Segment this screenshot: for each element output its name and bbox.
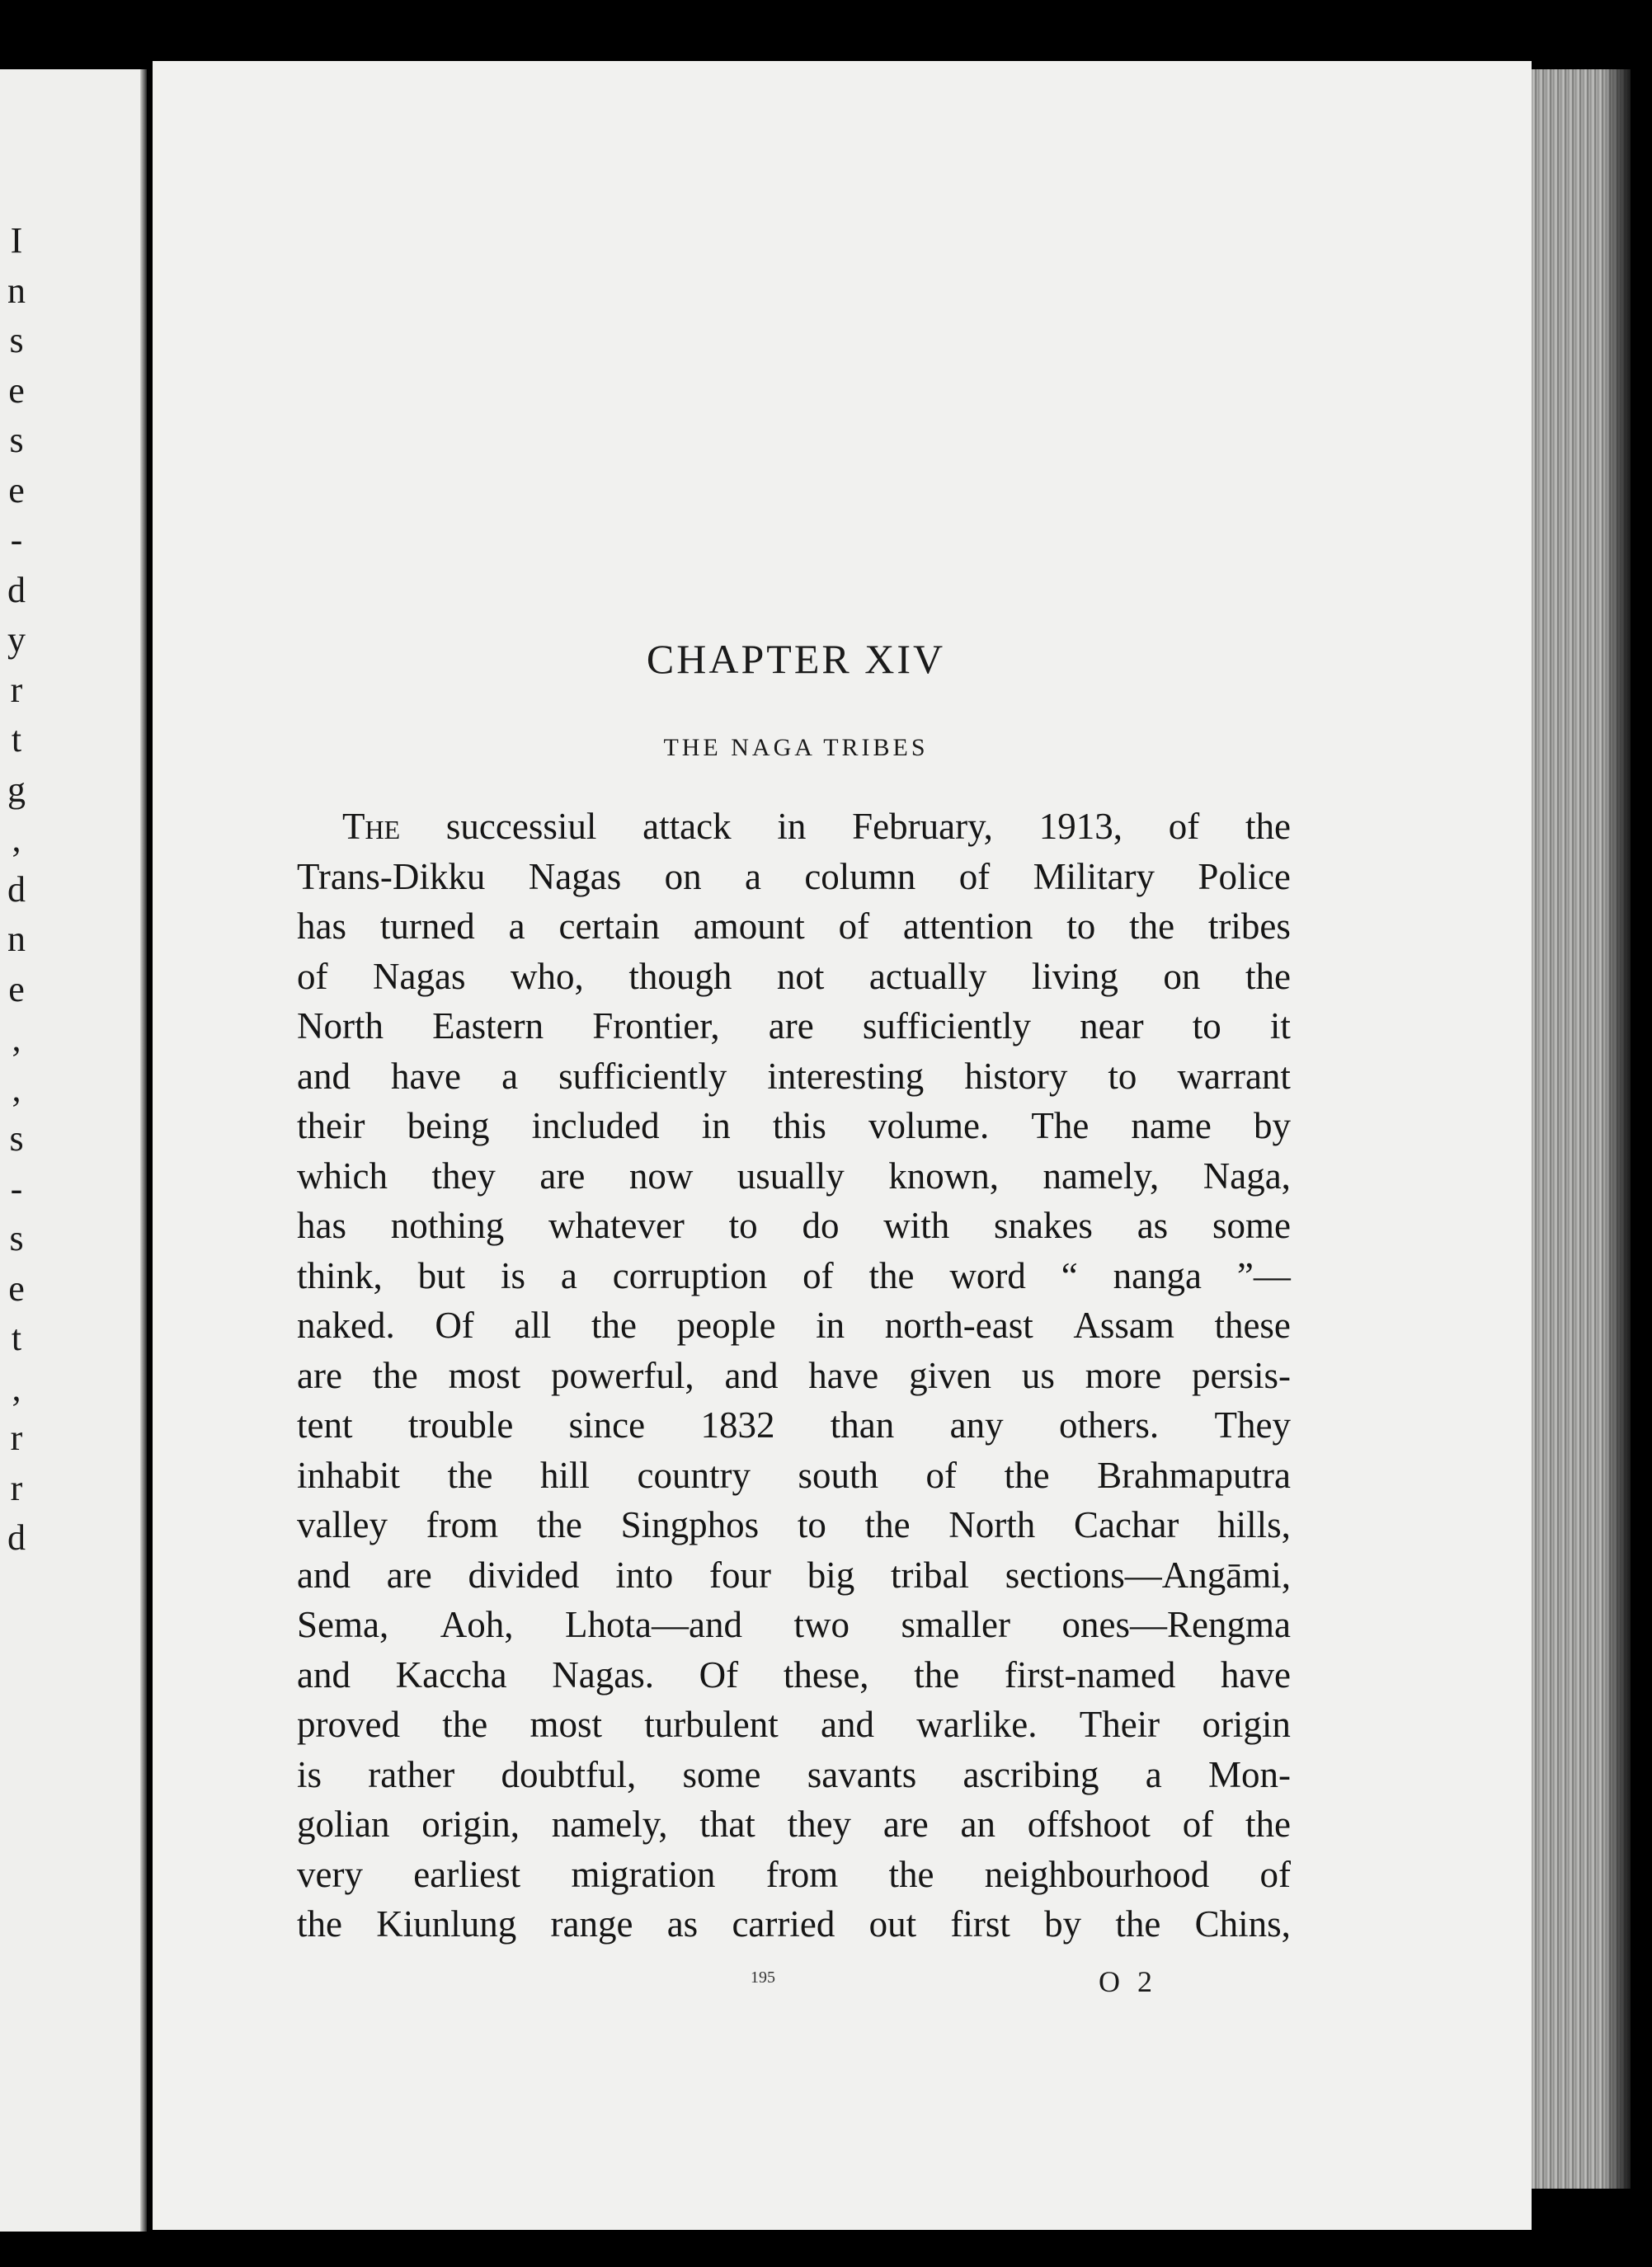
word: have bbox=[391, 1055, 461, 1097]
word: origin, bbox=[421, 1804, 520, 1845]
word: Kiunlung bbox=[376, 1903, 517, 1945]
word: the bbox=[1245, 955, 1291, 997]
word: trouble bbox=[407, 1404, 514, 1446]
word: being bbox=[407, 1105, 490, 1146]
word: to bbox=[1066, 905, 1096, 947]
word: of bbox=[838, 905, 870, 947]
left-page-char: d bbox=[7, 569, 26, 610]
word: not bbox=[776, 955, 825, 997]
word: two bbox=[793, 1604, 850, 1645]
word: sections—Angāmi, bbox=[1005, 1554, 1291, 1596]
left-page-char: - bbox=[10, 520, 23, 560]
text-line bbox=[297, 1550, 1291, 1601]
word: the bbox=[1245, 1804, 1291, 1845]
word: a bbox=[508, 905, 525, 947]
word: and bbox=[297, 1055, 351, 1097]
word: neighbourhood bbox=[984, 1853, 1210, 1895]
word: Cachar bbox=[1074, 1504, 1179, 1545]
left-page-char: t bbox=[11, 1318, 22, 1358]
word: earliest bbox=[413, 1853, 521, 1895]
word: attack bbox=[642, 806, 732, 847]
word: has bbox=[297, 1205, 346, 1246]
left-page-char: d bbox=[7, 1517, 26, 1558]
text-line bbox=[297, 1351, 1291, 1401]
word: offshoot bbox=[1027, 1804, 1151, 1845]
word: amount bbox=[693, 905, 805, 947]
word: others. bbox=[1058, 1404, 1160, 1446]
body-paragraph bbox=[297, 802, 1291, 1950]
word: south bbox=[798, 1454, 879, 1496]
word: namely, bbox=[551, 1804, 668, 1845]
text-line bbox=[297, 1251, 1291, 1301]
word: tent bbox=[297, 1404, 353, 1446]
text-line bbox=[297, 1500, 1291, 1550]
word: very bbox=[297, 1853, 363, 1895]
word: the bbox=[868, 1254, 915, 1296]
word: as bbox=[666, 1903, 699, 1945]
word: and bbox=[297, 1554, 351, 1596]
word: range bbox=[550, 1903, 633, 1945]
word: Aoh, bbox=[440, 1604, 514, 1645]
word: and bbox=[297, 1653, 351, 1696]
word: the bbox=[447, 1454, 493, 1496]
word: successiul bbox=[445, 806, 597, 847]
word: the bbox=[1115, 1903, 1161, 1945]
left-page-char: r bbox=[10, 1467, 23, 1508]
word: have bbox=[1221, 1653, 1291, 1696]
word: this bbox=[772, 1105, 826, 1146]
word: rather bbox=[368, 1753, 455, 1795]
text-line bbox=[297, 1300, 1291, 1351]
word: the bbox=[372, 1354, 418, 1396]
word: Nagas bbox=[373, 955, 466, 997]
text-line bbox=[297, 852, 1291, 902]
word: 1913, bbox=[1038, 806, 1123, 847]
word: the bbox=[1129, 905, 1175, 947]
word: are bbox=[882, 1804, 929, 1845]
word: divided bbox=[468, 1554, 580, 1596]
word: the bbox=[888, 1853, 934, 1895]
word: Mon- bbox=[1207, 1753, 1291, 1795]
word: near bbox=[1080, 1005, 1144, 1046]
word: are bbox=[768, 1005, 814, 1046]
left-page-char: s bbox=[9, 1118, 24, 1159]
left-page-char: I bbox=[10, 220, 23, 261]
word: actually bbox=[868, 955, 987, 997]
word: Singphos bbox=[620, 1504, 760, 1545]
word: the bbox=[297, 1903, 342, 1945]
word: ”— bbox=[1236, 1254, 1291, 1296]
word: most bbox=[448, 1354, 521, 1396]
left-page-char: - bbox=[10, 1168, 23, 1209]
word: they bbox=[431, 1155, 496, 1197]
word: Lhota—and bbox=[565, 1604, 742, 1645]
word: to bbox=[1108, 1055, 1137, 1097]
word: “ bbox=[1061, 1254, 1078, 1296]
word: they bbox=[787, 1804, 852, 1845]
left-page-char: , bbox=[12, 1367, 21, 1409]
word: a bbox=[1145, 1753, 1162, 1795]
word: think, bbox=[297, 1254, 383, 1296]
word: namely, bbox=[1043, 1155, 1160, 1197]
word: these bbox=[1214, 1305, 1291, 1346]
word: of bbox=[958, 855, 991, 897]
word: interesting bbox=[767, 1055, 925, 1097]
text-line bbox=[297, 1101, 1291, 1151]
word: North bbox=[948, 1504, 1036, 1545]
text-line bbox=[297, 952, 1291, 1002]
text-line bbox=[297, 1799, 1291, 1850]
word: has bbox=[297, 905, 346, 947]
text-line bbox=[297, 1650, 1291, 1700]
word: volume. bbox=[868, 1105, 990, 1146]
word: included bbox=[531, 1105, 660, 1146]
word: who, bbox=[511, 955, 584, 997]
word: ascribing bbox=[962, 1753, 1099, 1795]
text-line bbox=[297, 1600, 1291, 1650]
word: word bbox=[949, 1254, 1026, 1296]
word: the bbox=[864, 1504, 911, 1545]
word: now bbox=[628, 1155, 694, 1197]
word: The bbox=[342, 806, 401, 847]
word: into bbox=[615, 1554, 674, 1596]
word: on bbox=[664, 855, 702, 897]
gutter-shadow bbox=[140, 69, 147, 2232]
word: usually bbox=[737, 1155, 845, 1197]
word: in bbox=[816, 1305, 845, 1346]
word: is bbox=[501, 1254, 526, 1296]
word: a bbox=[744, 855, 761, 897]
word: sufficiently bbox=[862, 1005, 1032, 1046]
word: Trans-Dikku bbox=[297, 855, 486, 897]
word: Police bbox=[1198, 855, 1291, 897]
word: a bbox=[501, 1055, 519, 1097]
word: the bbox=[536, 1504, 582, 1545]
left-page-char: , bbox=[12, 819, 21, 859]
word: ones—Rengma bbox=[1061, 1604, 1291, 1645]
left-page-char: , bbox=[12, 1018, 21, 1059]
word: is bbox=[297, 1753, 322, 1795]
text-line bbox=[297, 1001, 1291, 1051]
word: from bbox=[426, 1504, 499, 1545]
word: Kaccha bbox=[395, 1653, 507, 1696]
word: four bbox=[708, 1554, 771, 1596]
text-line bbox=[297, 1201, 1291, 1251]
word: are bbox=[539, 1155, 586, 1197]
word: The bbox=[1031, 1105, 1090, 1146]
word: us bbox=[1021, 1354, 1055, 1396]
word: of bbox=[1259, 1853, 1291, 1895]
left-page-char: e bbox=[8, 968, 25, 1009]
word: on bbox=[1163, 955, 1201, 997]
word: smaller bbox=[901, 1604, 1010, 1645]
word: golian bbox=[297, 1804, 390, 1845]
left-page-char: e bbox=[8, 1268, 25, 1309]
word: in bbox=[701, 1105, 731, 1146]
text-line bbox=[297, 1750, 1291, 1800]
word: by bbox=[1044, 1903, 1082, 1945]
word: to bbox=[797, 1504, 826, 1545]
word: whatever bbox=[548, 1205, 685, 1246]
word: Of bbox=[435, 1305, 474, 1346]
word: these, bbox=[783, 1653, 869, 1696]
word: valley bbox=[297, 1504, 388, 1545]
left-page-char: s bbox=[9, 1218, 24, 1258]
chapter-title: CHAPTER XIV bbox=[646, 636, 946, 682]
word: Sema, bbox=[297, 1604, 389, 1645]
word: column bbox=[804, 855, 916, 897]
text-line bbox=[297, 1899, 1291, 1950]
word: February, bbox=[852, 806, 993, 847]
word: first bbox=[950, 1903, 1010, 1945]
word: 1832 bbox=[700, 1404, 775, 1446]
word: the bbox=[1004, 1454, 1050, 1496]
word: out bbox=[868, 1903, 917, 1945]
left-page-char: , bbox=[12, 1068, 21, 1109]
page-number: 195 bbox=[751, 1968, 775, 1987]
word: in bbox=[777, 806, 807, 847]
left-page-char: t bbox=[11, 719, 22, 760]
word: naked. bbox=[297, 1305, 395, 1346]
word: nothing bbox=[390, 1205, 505, 1246]
word: known, bbox=[888, 1155, 999, 1197]
word: north-east bbox=[884, 1305, 1033, 1346]
text-line bbox=[297, 1700, 1291, 1750]
word: than bbox=[830, 1404, 895, 1446]
word: with bbox=[883, 1205, 950, 1246]
word: doubtful, bbox=[501, 1753, 637, 1795]
word: by bbox=[1253, 1105, 1291, 1146]
word: though bbox=[628, 955, 732, 997]
word: Nagas. bbox=[552, 1653, 654, 1696]
word: are bbox=[386, 1554, 432, 1596]
left-page-char: e bbox=[8, 369, 25, 411]
left-page-char: s bbox=[9, 320, 24, 360]
word: of bbox=[297, 955, 328, 997]
word: living bbox=[1031, 955, 1118, 997]
word: powerful, bbox=[550, 1354, 694, 1396]
word: origin bbox=[1202, 1704, 1291, 1745]
word: of bbox=[802, 1254, 834, 1296]
text-line bbox=[297, 1151, 1291, 1202]
word: it bbox=[1269, 1005, 1291, 1046]
word: an bbox=[960, 1804, 995, 1845]
word: Nagas bbox=[528, 855, 622, 897]
signature-mark: O 2 bbox=[1099, 1965, 1157, 1998]
word: of bbox=[1168, 806, 1200, 847]
word: migration bbox=[571, 1853, 716, 1895]
left-page-char: r bbox=[10, 1418, 23, 1458]
word: have bbox=[808, 1354, 879, 1396]
page-edge-stack bbox=[1532, 69, 1631, 2189]
word: corruption bbox=[612, 1254, 768, 1296]
word: Of bbox=[699, 1653, 739, 1696]
word: Brahmaputra bbox=[1097, 1454, 1291, 1496]
word: their bbox=[297, 1105, 365, 1146]
word: hills, bbox=[1217, 1504, 1291, 1545]
word: more bbox=[1085, 1354, 1162, 1396]
left-page-char: e bbox=[8, 469, 25, 510]
word: nanga bbox=[1113, 1254, 1203, 1296]
word: proved bbox=[297, 1704, 400, 1745]
word: some bbox=[682, 1753, 761, 1795]
word: are bbox=[297, 1354, 342, 1396]
word: They bbox=[1214, 1404, 1291, 1446]
word: first-named bbox=[1004, 1653, 1176, 1696]
word: of bbox=[925, 1454, 958, 1496]
word: North bbox=[297, 1005, 384, 1046]
word: turbulent bbox=[644, 1704, 779, 1745]
word: the bbox=[442, 1704, 488, 1745]
word: carried bbox=[732, 1903, 835, 1945]
word: all bbox=[514, 1305, 552, 1346]
word: savants bbox=[807, 1753, 917, 1795]
word: a bbox=[560, 1254, 577, 1296]
left-page-char: n bbox=[7, 919, 26, 959]
word: that bbox=[699, 1804, 755, 1845]
left-page-char: y bbox=[7, 619, 26, 660]
word: Their bbox=[1079, 1704, 1160, 1745]
word: tribes bbox=[1207, 905, 1291, 947]
word: any bbox=[949, 1404, 1004, 1446]
word: which bbox=[297, 1155, 388, 1197]
word: inhabit bbox=[297, 1454, 400, 1496]
word: and bbox=[724, 1354, 779, 1396]
word: Chins, bbox=[1194, 1903, 1291, 1945]
word: Military bbox=[1033, 855, 1155, 897]
word: attention bbox=[902, 905, 1033, 947]
word: name bbox=[1131, 1105, 1212, 1146]
word: the bbox=[591, 1305, 637, 1346]
word: but bbox=[417, 1254, 466, 1296]
word: big bbox=[807, 1554, 855, 1596]
left-page-char: g bbox=[7, 769, 26, 810]
word: country bbox=[637, 1454, 751, 1496]
word: some bbox=[1212, 1205, 1291, 1246]
text-line bbox=[297, 901, 1291, 952]
text-line bbox=[297, 802, 1291, 852]
word: Assam bbox=[1073, 1305, 1174, 1346]
word: Frontier, bbox=[592, 1005, 720, 1046]
word: sufficiently bbox=[558, 1055, 727, 1097]
word: people bbox=[676, 1305, 776, 1346]
word: hill bbox=[540, 1454, 591, 1496]
page-edge-shadow bbox=[1606, 69, 1631, 2189]
word: do bbox=[802, 1205, 840, 1246]
word: warrant bbox=[1177, 1055, 1291, 1097]
word: persis- bbox=[1192, 1354, 1291, 1396]
word: the bbox=[914, 1653, 960, 1696]
left-page-char: d bbox=[7, 868, 26, 910]
word: since bbox=[568, 1404, 646, 1446]
word: tribal bbox=[891, 1554, 969, 1596]
word: to bbox=[728, 1205, 758, 1246]
chapter-subtitle: THE NAGA TRIBES bbox=[663, 734, 929, 761]
text-line bbox=[297, 1850, 1291, 1900]
text-line bbox=[297, 1451, 1291, 1501]
word: the bbox=[1245, 806, 1291, 847]
left-page-char: r bbox=[10, 669, 23, 710]
word: Eastern bbox=[432, 1005, 544, 1046]
word: given bbox=[909, 1354, 992, 1396]
word: to bbox=[1192, 1005, 1221, 1046]
word: snakes bbox=[993, 1205, 1093, 1246]
text-line bbox=[297, 1400, 1291, 1451]
word: from bbox=[765, 1853, 839, 1895]
word: history bbox=[964, 1055, 1068, 1097]
word: turned bbox=[379, 905, 475, 947]
word: of bbox=[1182, 1804, 1214, 1845]
word: most bbox=[529, 1704, 603, 1745]
word: certain bbox=[558, 905, 660, 947]
word: warlike. bbox=[916, 1704, 1038, 1745]
word: and bbox=[821, 1704, 874, 1745]
left-page-char: s bbox=[9, 420, 24, 460]
text-line bbox=[297, 1051, 1291, 1102]
word: as bbox=[1137, 1205, 1169, 1246]
left-page-char: n bbox=[7, 270, 26, 311]
word: Naga, bbox=[1203, 1155, 1291, 1197]
